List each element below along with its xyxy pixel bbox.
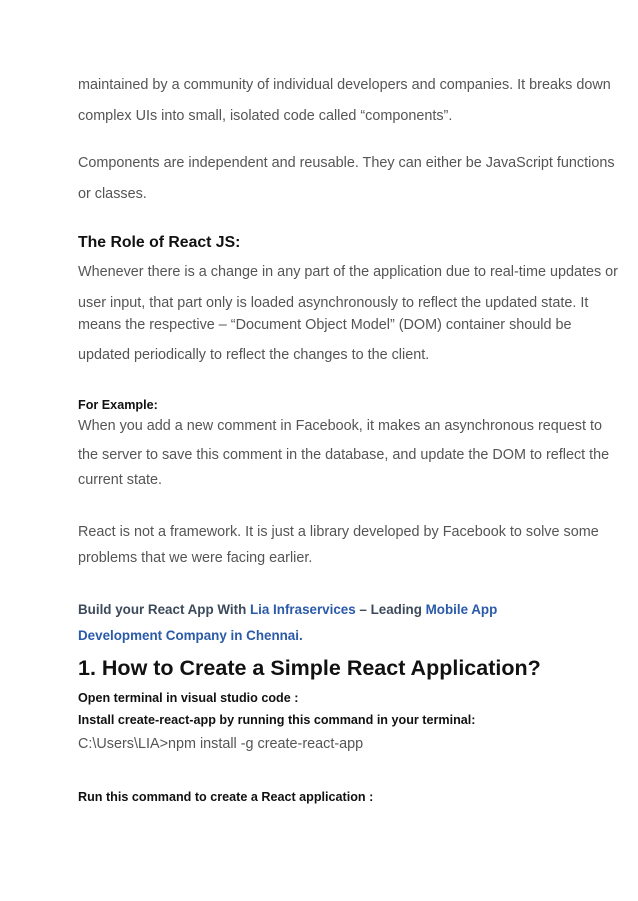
service-link-part-2[interactable]: Development Company in Chennai. bbox=[78, 628, 303, 643]
howto-heading: 1. How to Create a Simple React Application? bbox=[78, 656, 541, 680]
install-command: C:\Users\LIA>npm install -g create-react-app bbox=[78, 736, 364, 752]
howto-step-2: Install create-react-app by running this command in your terminal: bbox=[78, 713, 476, 727]
howto-step-1: Open terminal in visual studio code : bbox=[78, 691, 299, 705]
role-line-4: updated periodically to reflect the changes to the client. bbox=[78, 347, 430, 363]
build-promo-middle: – Leading bbox=[355, 602, 426, 617]
example-line-1: When you add a new comment in Facebook, it makes an asynchronous request to bbox=[78, 418, 602, 434]
intro-line-1: maintained by a community of individual developers and companies. It breaks down bbox=[78, 77, 611, 93]
howto-step-3: Run this command to create a React application : bbox=[78, 790, 374, 804]
framework-line-2: problems that we were facing earlier. bbox=[78, 550, 313, 566]
role-line-1: Whenever there is a change in any part of the application due to real-time updates or bbox=[78, 264, 618, 280]
build-promo-line-2 bbox=[78, 627, 303, 645]
build-promo-prefix: Build your React App With bbox=[78, 602, 250, 617]
service-link-part-1[interactable]: Mobile App bbox=[425, 602, 498, 617]
role-heading: The Role of React JS: bbox=[78, 234, 241, 251]
role-line-2: user input, that part only is loaded asynchronously to reflect the updated state. It bbox=[78, 295, 589, 311]
framework-line-1: React is not a framework. It is just a library developed by Facebook to solve some bbox=[78, 524, 599, 540]
company-link[interactable]: Lia Infraservices bbox=[249, 602, 356, 617]
example-label: For Example: bbox=[78, 398, 158, 412]
intro-line-2: complex UIs into small, isolated code called “components”. bbox=[78, 108, 453, 124]
components-line-2: or classes. bbox=[78, 186, 147, 202]
example-line-2: the server to save this comment in the database, and update the DOM to reflect the bbox=[78, 447, 610, 463]
example-line-3: current state. bbox=[78, 472, 162, 488]
build-promo-line-1 bbox=[78, 601, 497, 619]
components-line-1: Components are independent and reusable. They can either be JavaScript functions bbox=[78, 155, 615, 171]
role-line-3: means the respective – “Document Object Model” (DOM) container should be bbox=[78, 317, 572, 333]
